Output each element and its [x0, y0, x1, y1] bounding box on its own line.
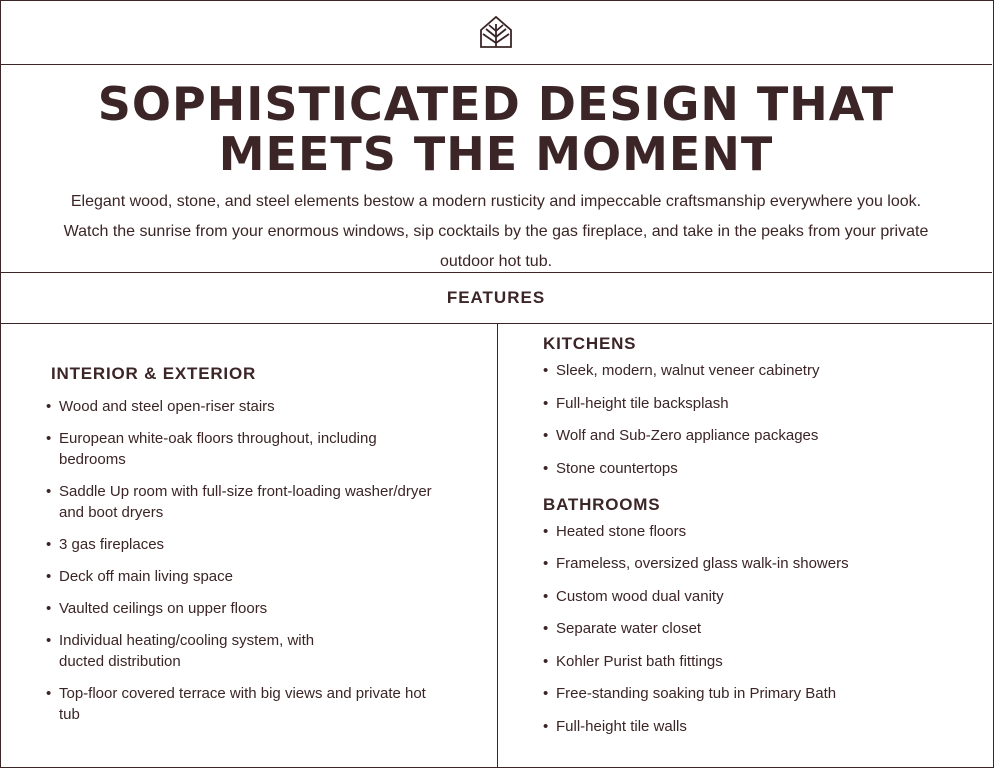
- hero-section: [0, 65, 992, 273]
- list-item: • Wolf and Sub-Zero appliance packages: [543, 425, 983, 446]
- list-item: • Kohler Purist bath fittings: [543, 651, 983, 672]
- list-item: • European white-oak floors throughout, including bedrooms: [46, 428, 394, 470]
- headline: [0, 65, 992, 179]
- list-item: • Separate water closet: [543, 618, 983, 639]
- list-item: • 3 gas fireplaces: [46, 534, 486, 555]
- list-item: • Stone countertops: [543, 458, 983, 479]
- list-item: • Vaulted ceilings on upper floors: [46, 598, 486, 619]
- list-item: • Frameless, oversized glass walk-in showers: [543, 553, 983, 574]
- list-item: • Heated stone floors: [543, 521, 983, 542]
- column-divider: [497, 324, 498, 767]
- list-item: • Deck off main living space: [46, 566, 486, 587]
- headline-line-1: SOPHISTICATED DESIGN THAT: [97, 77, 895, 131]
- list-item: • Top-floor covered terrace with big views and private hot tub: [46, 683, 444, 725]
- kitchens-list: [543, 360, 983, 479]
- list-item: • Full-height tile walls: [543, 716, 983, 737]
- interior-exterior-column: [46, 364, 486, 736]
- list-item: • Full-height tile backsplash: [543, 393, 983, 414]
- list-item: • Individual heating/cooling system, with ducted distribution: [46, 630, 359, 672]
- interior-exterior-title: INTERIOR & EXTERIOR: [51, 364, 257, 383]
- list-item: • Wood and steel open-riser stairs: [46, 396, 486, 417]
- features-header: [0, 273, 992, 324]
- list-item: • Sleek, modern, walnut veneer cabinetry: [543, 360, 983, 381]
- list-item: • Saddle Up room with full-size front-loading washer/dryer and boot dryers: [46, 481, 444, 523]
- bathrooms-title: BATHROOMS: [543, 494, 661, 514]
- logo-bar: [0, 0, 992, 65]
- leaf-house-icon: [479, 15, 513, 49]
- intro-paragraph: Elegant wood, stone, and steel elements bestow a modern rusticity and impeccable craftsmanship everywhere you look. Watch the sunrise from your enormous windows, sip cocktails by the gas fireplace, and take in the peaks from your private outdoor hot tub.: [63, 193, 929, 270]
- interior-exterior-list: [46, 396, 486, 725]
- kitchens-bathrooms-column: [543, 334, 983, 748]
- list-item: • Custom wood dual vanity: [543, 586, 983, 607]
- kitchens-title: KITCHENS: [543, 334, 637, 353]
- headline-line-2: MEETS THE MOMENT: [218, 127, 774, 181]
- list-item: • Free-standing soaking tub in Primary Bath: [543, 683, 983, 704]
- features-title: FEATURES: [446, 288, 546, 307]
- bathrooms-list: [543, 521, 983, 737]
